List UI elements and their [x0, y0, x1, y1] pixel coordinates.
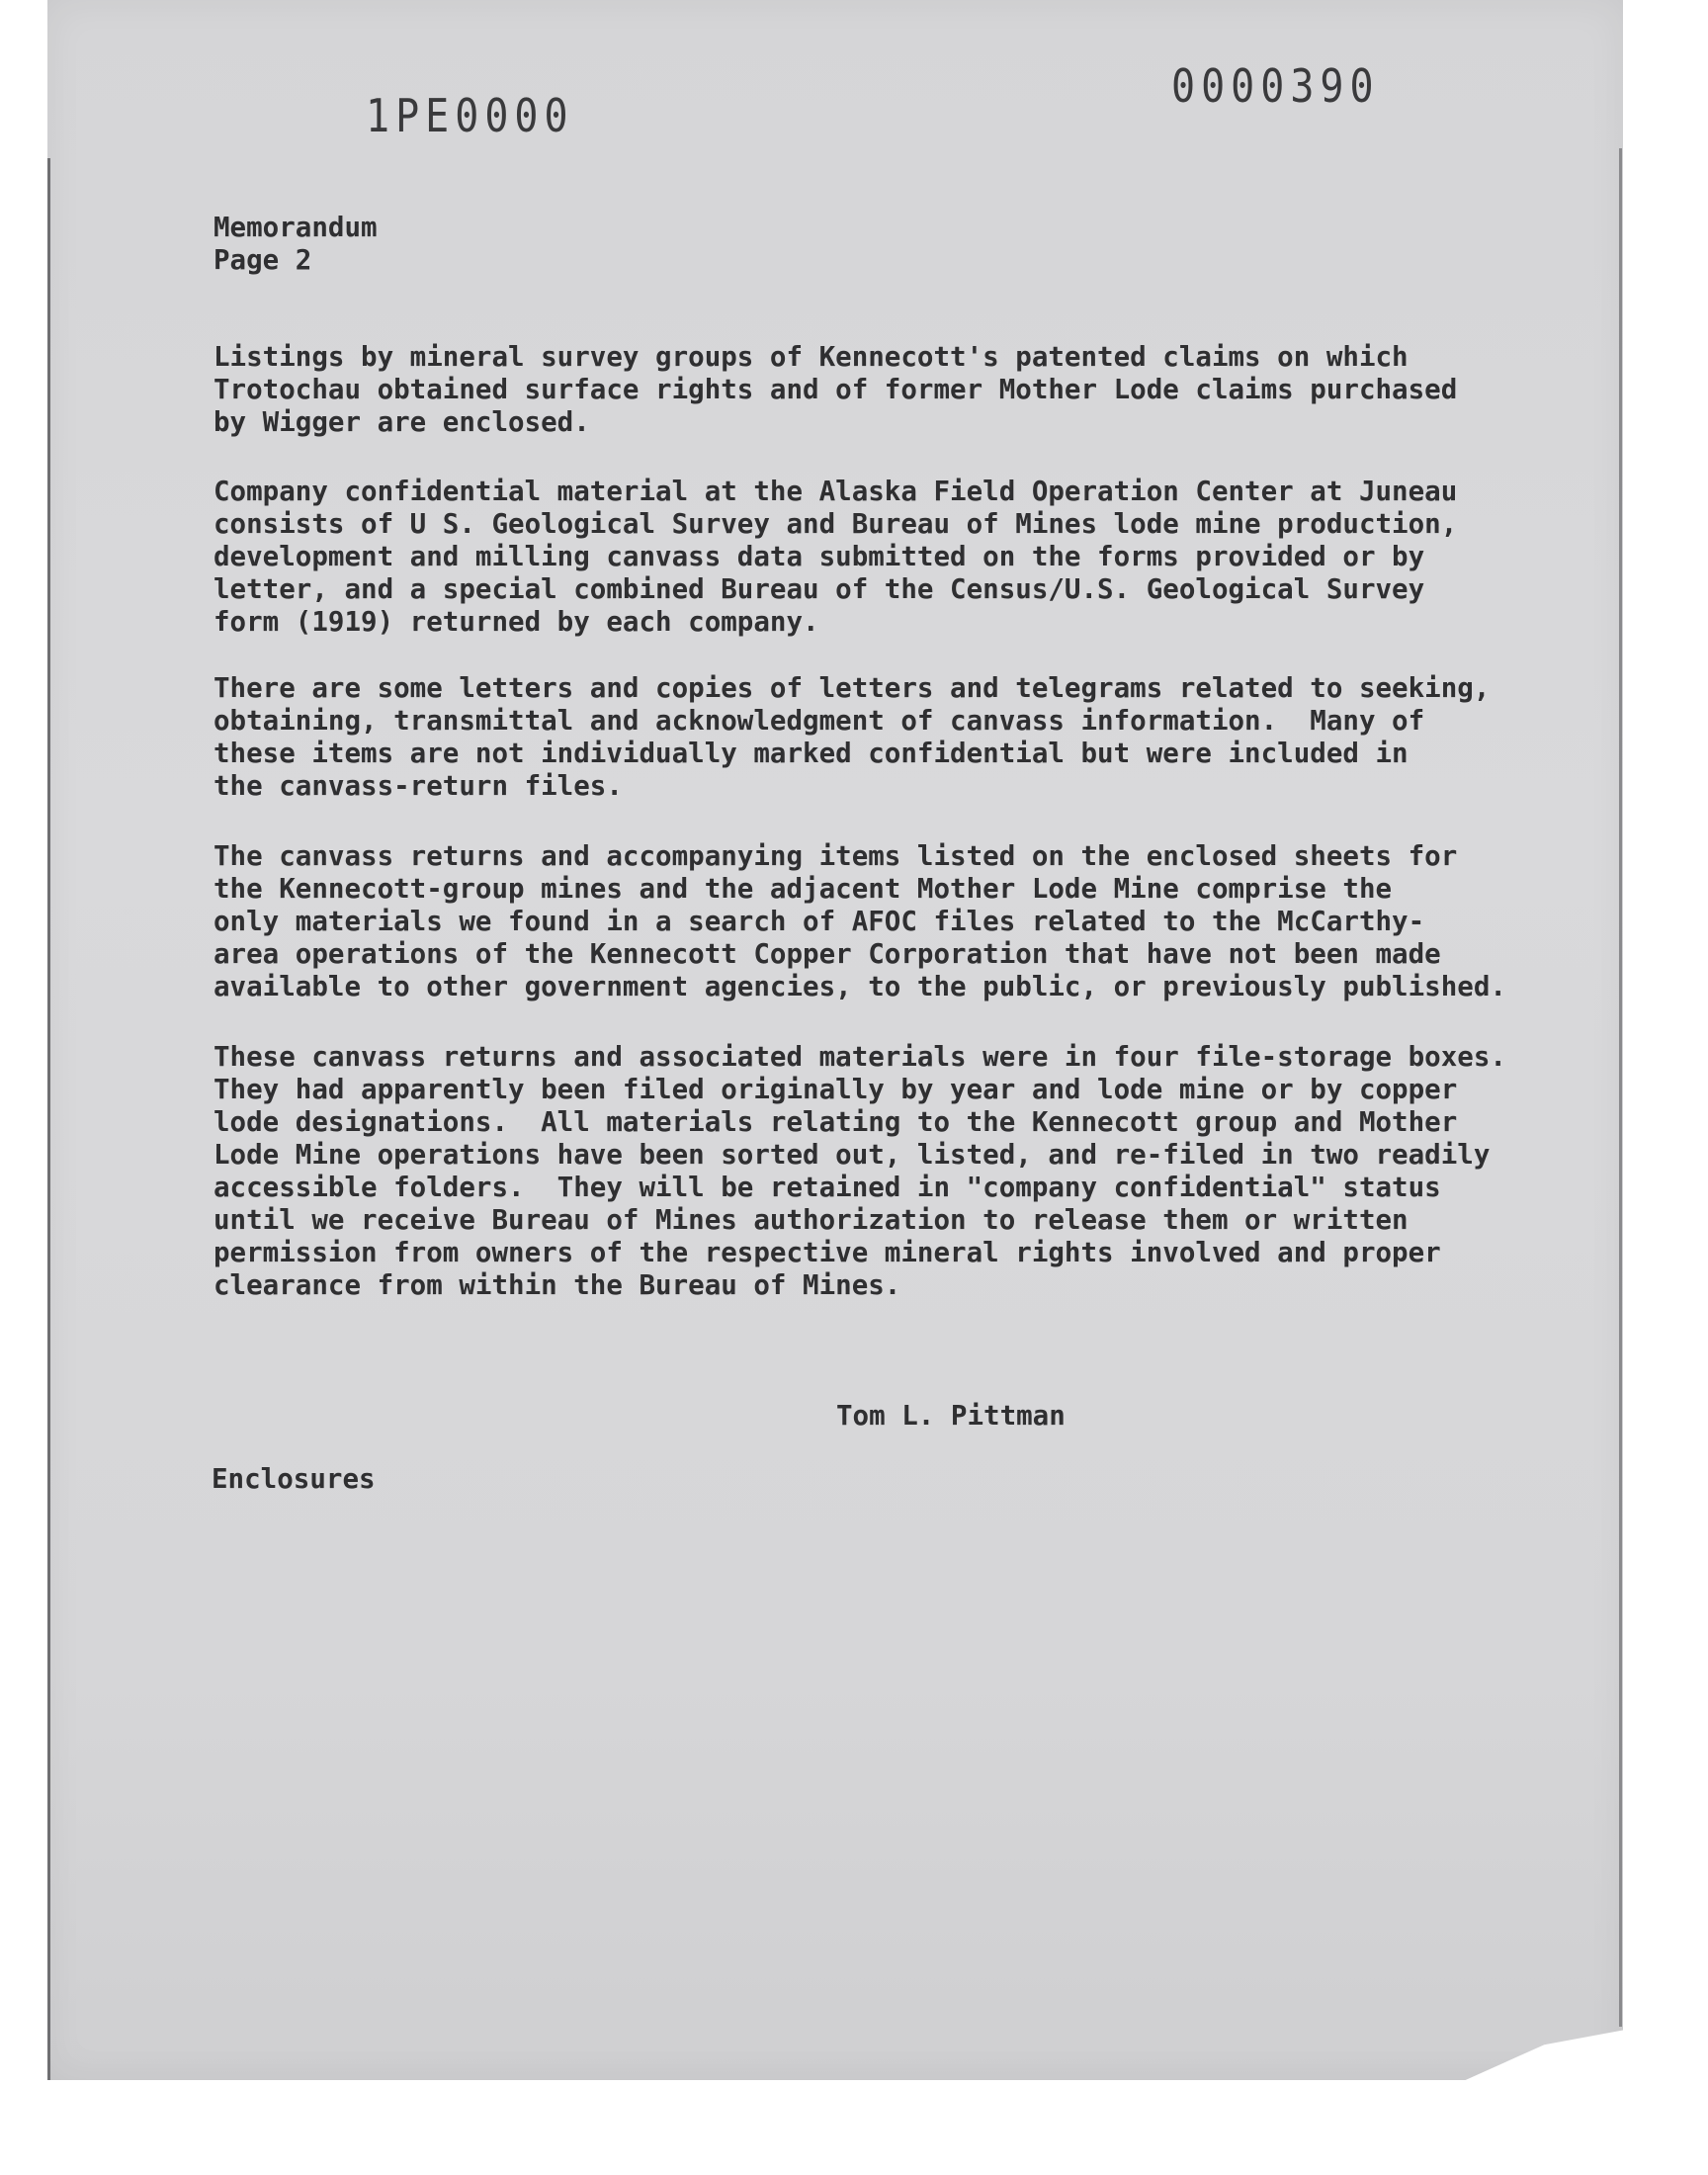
paragraph-line: Lode Mine operations have been sorted out, listed, and re-filed in two readily: [214, 1139, 1491, 1171]
paragraph-1: [214, 341, 1548, 439]
page-number: Page 2: [214, 244, 312, 276]
memo-header: [214, 212, 378, 277]
paragraph-line: They had apparently been filed originally by year and lode mine or by copper: [214, 1074, 1458, 1105]
paragraph-line: Listings by mineral survey groups of Kennecott's patented claims on which: [214, 341, 1409, 373]
paragraph-5: [214, 1041, 1548, 1302]
paragraph-line: only materials we found in a search of AFOC files related to the McCarthy-: [214, 906, 1425, 937]
paragraph-line: the Kennecott-group mines and the adjacent Mother Lode Mine comprise the: [214, 873, 1393, 905]
paragraph-line: area operations of the Kennecott Copper Corporation that have not been made: [214, 938, 1441, 970]
paragraph-line: obtaining, transmittal and acknowledgment of canvass information. Many of: [214, 705, 1425, 737]
paragraph-line: accessible folders. They will be retained in "company confidential" status: [214, 1172, 1441, 1203]
paragraph-line: by Wigger are enclosed.: [214, 406, 590, 438]
paragraph-line: lode designations. All materials relating to the Kennecott group and Mother: [214, 1106, 1458, 1138]
paragraph-line: permission from owners of the respective mineral rights involved and proper: [214, 1237, 1441, 1268]
paragraph-4: [214, 840, 1548, 1003]
paragraph-line: form (1919) returned by each company.: [214, 606, 819, 638]
memo-title: Memorandum: [214, 212, 378, 243]
signature-name: Tom L. Pittman: [836, 1400, 1066, 1432]
page-edge-left: [47, 158, 50, 2080]
document-stamp-left: 1PE0000: [366, 90, 574, 143]
page-edge-right: [1619, 148, 1622, 2027]
paragraph-line: available to other government agencies, to the public, or previously published.: [214, 971, 1506, 1002]
paragraph-line: Trotochau obtained surface rights and of former Mother Lode claims purchased: [214, 374, 1458, 405]
paragraph-line: these items are not individually marked confidential but were included in: [214, 738, 1409, 769]
paragraph-line: Company confidential material at the Alaska Field Operation Center at Juneau: [214, 476, 1458, 507]
paragraph-line: The canvass returns and accompanying items listed on the enclosed sheets for: [214, 840, 1458, 872]
paragraph-line: letter, and a special combined Bureau of the Census/U.S. Geological Survey: [214, 573, 1425, 605]
paragraph-line: consists of U S. Geological Survey and Bureau of Mines lode mine production,: [214, 508, 1458, 540]
document-stamp-right: 0000390: [1171, 60, 1380, 114]
paragraph-line: There are some letters and copies of letters and telegrams related to seeking,: [214, 672, 1491, 704]
paragraph-line: development and milling canvass data submitted on the forms provided or by: [214, 541, 1425, 572]
paragraph-2: [214, 476, 1548, 639]
paragraph-line: until we receive Bureau of Mines authorization to release them or written: [214, 1204, 1409, 1236]
paragraph-line: clearance from within the Bureau of Mines.: [214, 1269, 901, 1301]
paragraph-line: These canvass returns and associated materials were in four file-storage boxes.: [214, 1041, 1506, 1073]
document-page: [47, 0, 1623, 2080]
paragraph-line: the canvass-return files.: [214, 770, 623, 802]
paragraph-3: [214, 672, 1548, 803]
enclosures-label: Enclosures: [212, 1463, 376, 1495]
